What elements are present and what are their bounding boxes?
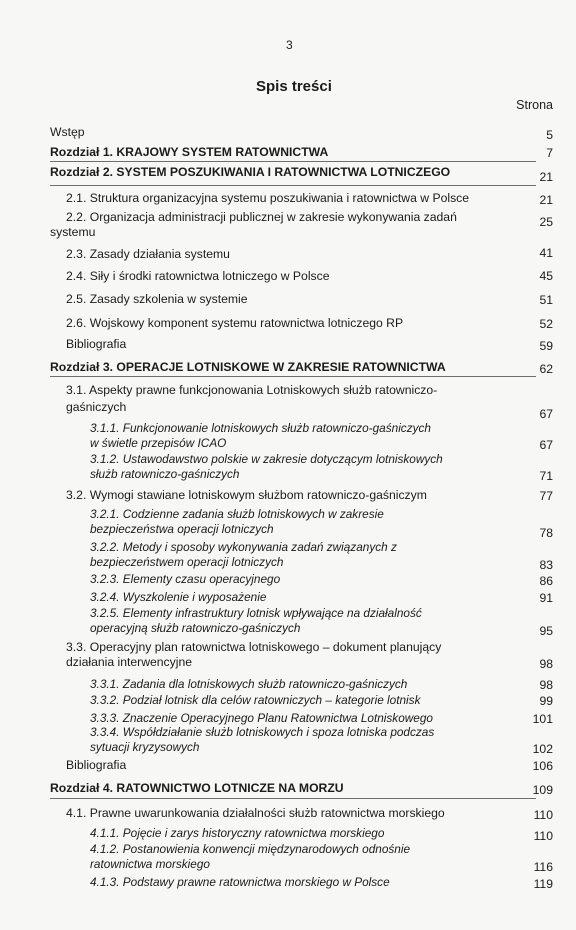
toc-entry-title: 3.1.1. Funkcjonowanie lotniskowych służb ratowniczo-gaśniczych [90, 421, 431, 435]
toc-entry-title: 3.1.2. Ustawodawstwo polskie w zakresie dotyczącym lotniskowych [90, 452, 443, 466]
toc-entry-title: 2.6. Wojskowy komponent systemu ratownictwa lotniczego RP [66, 316, 404, 330]
toc-entry-title: Rozdział 2. SYSTEM POSZUKIWANIA I RATOWNICTWA LOTNICZEGO [50, 165, 451, 179]
toc-entry-page: 86 [539, 574, 553, 588]
toc-entry-page: 78 [539, 526, 553, 540]
toc-entry-title-continued: gaśniczych [66, 400, 127, 414]
toc-entry-title: 3.2.1. Codzienne zadania służb lotniskowych w zakresie [90, 507, 384, 521]
toc-entry-title-continued: ratownictwa morskiego [90, 857, 210, 871]
toc-entry-title: 4.1. Prawne uwarunkowania działalności służb ratownictwa morskiego [66, 806, 445, 820]
toc-entry-page: 52 [539, 317, 553, 331]
toc-entry-title: 2.2. Organizacja administracji publicznej w zakresie wykonywania zadań [66, 210, 457, 224]
toc-entry-page: 51 [539, 293, 553, 307]
toc-entry-title: 3.1. Aspekty prawne funkcjonowania Lotniskowych służb ratowniczo- [66, 383, 438, 397]
toc-entry-page: 41 [539, 246, 553, 260]
divider [50, 185, 536, 186]
toc-entry-page: 91 [539, 591, 553, 605]
toc-entry-page: 77 [539, 489, 553, 503]
toc-entry-page: 110 [533, 808, 553, 822]
toc-entry-page: 67 [539, 407, 553, 421]
toc-heading: Spis treści [256, 78, 332, 95]
toc-entry-page: 98 [539, 657, 553, 671]
divider [50, 798, 536, 799]
toc-entry-title: Wstęp [50, 125, 85, 139]
toc-entry-page: 5 [546, 128, 553, 142]
toc-entry-title: 3.2.2. Metody i sposoby wykonywania zadań związanych z [90, 540, 397, 554]
page-column-label: Strona [516, 98, 553, 112]
toc-entry-title: 4.1.1. Pojęcie i zarys historyczny ratownictwa morskiego [90, 826, 385, 840]
toc-entry-page: 45 [539, 269, 553, 283]
toc-entry-title: 2.4. Siły i środki ratownictwa lotniczego w Polsce [66, 269, 330, 283]
toc-entry-title-continued: bezpieczeństwem operacji lotniczych [90, 555, 284, 569]
toc-entry-page: 71 [539, 469, 553, 483]
toc-entry-title-continued: działania interwencyjne [66, 655, 193, 669]
divider [50, 161, 536, 162]
toc-entry-page: 110 [533, 829, 553, 843]
toc-entry-title-continued: bezpieczeństwa operacji lotniczych [90, 522, 274, 536]
toc-entry-page: 62 [539, 362, 553, 376]
toc-entry-title: 3.3.4. Współdziałanie służb lotniskowych i spoza lotniska podczas [90, 725, 435, 739]
toc-entry-title: 2.3. Zasady działania systemu [66, 247, 230, 261]
toc-entry-title: Rozdział 4. RATOWNICTWO LOTNICZE NA MORZU [50, 781, 344, 795]
toc-entry-page: 7 [546, 146, 553, 160]
toc-entry-title: Bibliografia [66, 337, 127, 351]
toc-entry-title: 3.3.1. Zadania dla lotniskowych służb ratowniczo-gaśniczych [90, 677, 408, 691]
toc-entry-page: 101 [532, 712, 553, 726]
toc-entry-title: 2.1. Struktura organizacyjna systemu poszukiwania i ratownictwa w Polsce [66, 191, 470, 205]
toc-entry-page: 21 [539, 193, 553, 207]
toc-entry-title: Bibliografia [66, 758, 127, 772]
toc-entry-title-continued: systemu [50, 225, 96, 239]
toc-entry-page: 116 [533, 860, 553, 874]
toc-entry-title: 3.2.5. Elementy infrastruktury lotnisk wpływające na działalność [90, 606, 422, 620]
toc-entry-page: 59 [539, 339, 553, 353]
toc-entry-page: 106 [532, 759, 553, 773]
toc-entry-page: 119 [533, 877, 553, 891]
toc-entry-title-continued: sytuacji kryzysowych [90, 740, 200, 754]
toc-entry-page: 25 [539, 215, 553, 229]
toc-entry-page: 109 [532, 783, 553, 797]
toc-entry-title: Rozdział 1. KRAJOWY SYSTEM RATOWNICTWA [50, 145, 329, 159]
toc-entry-title: Rozdział 3. OPERACJE LOTNISKOWE W ZAKRESIE RATOWNICTWA [50, 360, 446, 374]
divider [50, 376, 536, 377]
toc-entry-title: 3.3.2. Podział lotnisk dla celów ratowniczych – kategorie lotnisk [90, 693, 421, 707]
toc-entry-page: 102 [532, 742, 553, 756]
toc-entry-title-continued: w świetle przepisów ICAO [90, 436, 227, 450]
toc-entry-page: 67 [539, 438, 553, 452]
page-number: 3 [286, 38, 293, 52]
toc-entry-page: 95 [539, 624, 553, 638]
toc-entry-page: 98 [539, 678, 553, 692]
toc-entry-title: 2.5. Zasady szkolenia w systemie [66, 292, 248, 306]
toc-entry-page: 83 [539, 558, 553, 572]
toc-entry-title-continued: służb ratowniczo-gaśniczych [90, 467, 240, 481]
toc-entry-title: 3.2.3. Elementy czasu operacyjnego [90, 572, 281, 586]
toc-entry-page: 99 [539, 694, 553, 708]
toc-entry-title: 3.3.3. Znaczenie Operacyjnego Planu Ratownictwa Lotniskowego [90, 711, 433, 725]
toc-entry-title-continued: operacyjną służb ratowniczo-gaśniczych [90, 621, 301, 635]
toc-entry-title: 3.2. Wymogi stawiane lotniskowym służbom ratowniczo-gaśniczym [66, 488, 427, 502]
toc-entry-title: 4.1.2. Postanowienia konwencji międzynarodowych odnośnie [90, 842, 411, 856]
toc-entry-title: 3.3. Operacyjny plan ratownictwa lotniskowego – dokument planujący [66, 640, 442, 654]
toc-entry-title: 4.1.3. Podstawy prawne ratownictwa morskiego w Polsce [90, 875, 390, 889]
toc-entry-page: 21 [539, 170, 553, 184]
toc-entry-title: 3.2.4. Wyszkolenie i wyposażenie [90, 590, 267, 604]
